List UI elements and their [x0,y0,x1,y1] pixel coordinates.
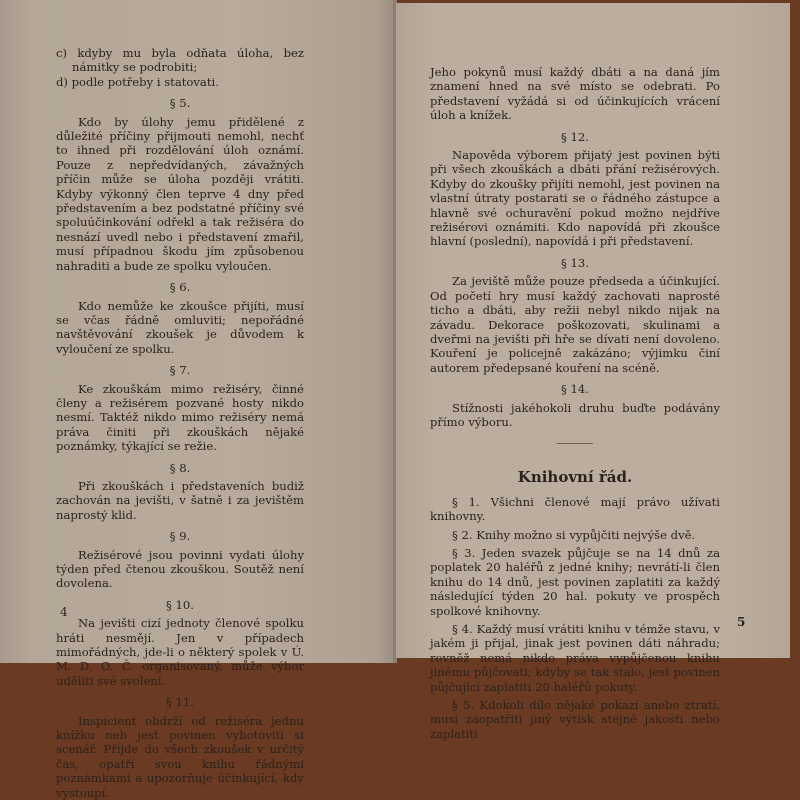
list-item: c) kdyby mu byla odňata úloha, bez námitky se podrobiti; [56,46,304,75]
section-heading: § 7. [169,363,191,378]
section-text: Při zkouškách i představeních budiž zachován na jevišti, v šatně i za jevištěm naprostý klid. [56,478,304,522]
separator-rule [557,443,593,444]
library-rule: § 1. Všichni členové mají právo užívati knihovny. [430,494,720,524]
section-heading: § 5. [169,96,191,111]
library-rules [430,495,720,742]
section-heading: § 13. [561,255,589,270]
page-number: 5 [737,615,746,629]
section-text: Inspicient obdrží od režiséra jednu knížku neb jest povinen vyhotoviti si scenář. Přijde do všech zkoušek v určitý čas, opatří svou knihu řádnými poznámkami a upozorňuje účinkující, kdy vystoupí. [56,713,304,800]
section-text: Kdo nemůže ke zkoušce přijíti, musí se včas řádně omluviti; nepořádné navštěvování zkoušek je důvodem k vyloučení ze spolku. [56,298,304,356]
section-heading: § 8. [169,460,191,475]
section-heading: § 14. [561,382,589,397]
right-page-text [430,65,720,745]
section-text: Stížnosti jakéhokoli druhu buďte podávány přímo výboru. [430,400,720,429]
continuation-text: Jeho pokynů musí každý dbáti a na daná jím znamení hned na své místo se odebrati. Po představení vyžádá si od účinkujících vrácení úloh a knížek. [430,65,720,123]
left-page-text [56,46,304,800]
section-text: Za jeviště může pouze předseda a účinkující. Od početí hry musí každý zachovati naprosté ticho a dbáti, aby režii nebyl nikdo nijak na závadu. Dekorace poškozovati, skulinami a dveřmi na jevišti při hře se dívati není dovoleno. Kouření je policejně zakázáno; výjimku činí autorem předepsané kouření na scéně. [430,274,720,375]
library-heading: Knihovní řád. [517,468,633,487]
section-text: Na jevišti cizí jednoty členové spolku hráti nesmějí. Jen v případech mimořádných, jde-li o některý spolek v Ú. M. D. O. Č. organisovaný, může výbor uděliti své svolení. [56,616,304,688]
library-rule: § 4. Každý musí vrátiti knihu v témže stavu, v jakém ji přijal, jinak jest povinen dáti náhradu; rovněž nemá nikdo práva vypůjčenou knihu jinému půjčovati; kdyby se tak stalo, jest povinen půjčující zaplatiti 20 haléřů pokuty. [430,622,720,694]
section-heading: § 6. [169,280,191,295]
library-rule: § 2. Knihy možno si vypůjčiti nejvýše dvě. [452,527,696,542]
page-number: 4 [60,605,68,619]
section-heading: § 11. [166,695,194,710]
section-text: Režisérové jsou povinni vydati úlohy týden před čtenou zkouškou. Soutěž není dovolena. [56,547,304,591]
section-heading: § 10. [166,597,194,612]
section-text: Ke zkouškám mimo režiséry, činné členy a režisérem pozvané hosty nikdo nesmí. Taktéž nikdo mimo režiséry nemá práva činiti při zkouškách nějaké poznámky, týkající se režie. [56,381,304,454]
right-page [396,3,790,741]
library-rule: § 5. Kdokoli dílo nějaké pokazí anebo ztratí, musí zaopatřiti jiný výtisk stejné jakosti nebo zaplatiti [430,698,720,741]
section-text: Kdo by úlohy jemu přidělené z důležité příčiny přijmouti nemohl, nechť to ihned při rozdělování úloh oznámí. Pouze z nepředvídaných, závažných příčin může se úloha později vrátiti. Kdyby výkonný člen teprve 4 dny před představením a bez podstatné příčiny své spoluúčinkování odřekl a tak režiséra do nesnází uvedl nebo i představení zmařil, musí případnou škodu jím způsobenou nahraditi a bude ze spolku vyloučen. [56,114,304,273]
library-rule: § 3. Jeden svazek půjčuje se na 14 dnů za poplatek 20 haléřů z jedné knihy; nevrátí-li člen knihu do 14 dnů, jest povinen zaplatiti za každý následující týden 20 hal. pokuty ve prospěch spolkové knihovny. [430,545,720,618]
left-page [0,0,396,800]
section-heading: § 9. [169,529,191,544]
section-text: Napověda výborem přijatý jest povinen býti při všech zkouškách a dbáti přání režisérových. Kdyby do zkoušky přijíti nemohl, jest povinen na vlastní útraty postarati se o řádného zástupce a hlavně své ochuravění pokud možno nejdříve režisérovi oznámiti. Kdo napovídá při zkoušce hlavní (poslední), napovídá i při představení. [430,148,720,249]
list-item: d) podle potřeby i statovati. [56,74,219,89]
section-heading: § 12. [561,129,589,144]
